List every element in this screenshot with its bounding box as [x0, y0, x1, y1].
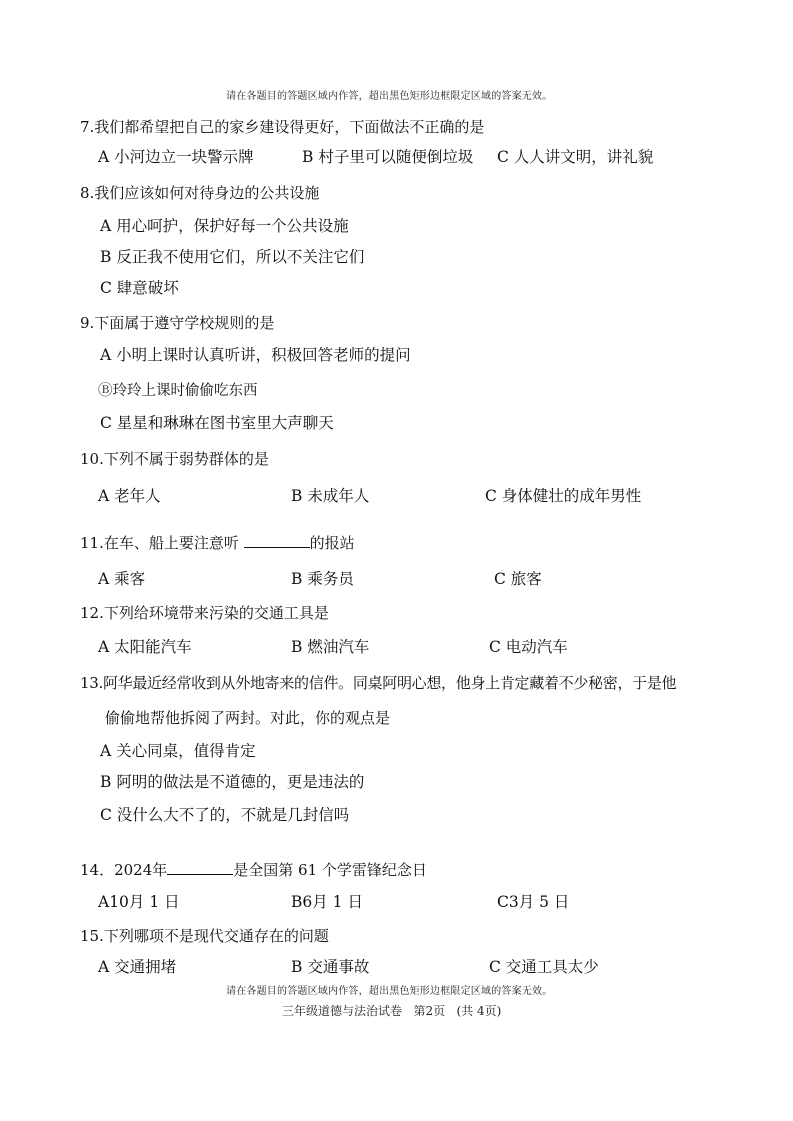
question-11-option-a: A 乘客 [98, 570, 146, 588]
question-14-option-b: B6月 1 日 [291, 893, 363, 911]
question-15-option-c: C 交通工具太少 [489, 958, 599, 976]
question-8-option-c: C 肆意破坏 [100, 279, 179, 297]
question-12-stem: 12.下列给环境带来污染的交通工具是 [80, 604, 329, 622]
question-9-stem: 9.下面属于遵守学校规则的是 [80, 314, 275, 332]
question-8-stem: 8.我们应该如何对待身边的公共设施 [80, 184, 320, 202]
question-11-option-b: B 乘务员 [291, 570, 354, 588]
question-12-option-a: A 太阳能汽车 [98, 638, 192, 656]
question-12-option-c: C 电动汽车 [489, 638, 568, 656]
question-13-option-a: A 关心同桌，值得肯定 [100, 742, 256, 760]
answer-area-notice-bottom: 请在各题目的答题区域内作答，超出黑色矩形边框限定区域的答案无效。 [226, 986, 553, 997]
question-13-stem-line1: 13.阿华最近经常收到从外地寄来的信件。同桌阿明心想，他身上肯定藏着不少秘密，于是他 [80, 674, 677, 692]
question-7-stem: 7.我们都希望把自己的家乡建设得更好，下面做法不正确的是 [80, 118, 485, 136]
question-7-option-a: A 小河边立一块警示牌 [98, 148, 254, 166]
question-14-option-c: C3月 5 日 [497, 893, 570, 911]
question-9-option-c: C 星星和琳琳在图书室里大声聊天 [100, 414, 334, 432]
question-10-option-c: C 身体健壮的成年男性 [485, 487, 642, 505]
question-8-option-a: A 用心呵护，保护好每一个公共设施 [100, 217, 349, 235]
question-8-option-b: B 反正我不使用它们，所以不关注它们 [100, 248, 365, 266]
question-15-stem: 15.下列哪项不是现代交通存在的问题 [80, 927, 329, 945]
page-footer: 三年级道德与法治试卷 第2页 (共 4页) [282, 1004, 502, 1018]
question-11-stem [80, 532, 355, 553]
question-13-option-c: C 没什么大不了的，不就是几封信吗 [100, 806, 350, 824]
question-13-stem-line2: 偷偷地帮他拆阅了两封。对此，你的观点是 [105, 709, 391, 727]
question-10-option-b: B 未成年人 [291, 487, 370, 505]
question-12-option-b: B 燃油汽车 [291, 638, 370, 656]
question-15-option-b: B 交通事故 [291, 958, 370, 976]
question-10-option-a: A 老年人 [98, 487, 161, 505]
question-14-stem-before: 14．2024年 [80, 861, 168, 879]
answer-blank [167, 860, 233, 875]
answer-area-notice-top: 请在各题目的答题区域内作答，超出黑色矩形边框限定区域的答案无效。 [226, 91, 553, 102]
question-14-stem-after: 是全国第 61 个学雷锋纪念日 [233, 861, 427, 879]
question-11-stem-before: 11.在车、船上要注意听 [80, 534, 239, 552]
answer-blank [244, 533, 310, 548]
question-9-option-a: A 小明上课时认真听讲，积极回答老师的提问 [100, 346, 411, 364]
question-11-stem-after: 的报站 [309, 534, 355, 552]
question-14-stem [80, 859, 427, 880]
question-14-option-a: A10月 1 日 [98, 893, 180, 911]
question-7-option-c: C 人人讲文明，讲礼貌 [497, 148, 654, 166]
question-13-option-b: B 阿明的做法是不道德的，更是违法的 [100, 773, 365, 791]
question-7-option-b: B 村子里可以随便倒垃圾 [302, 148, 474, 166]
question-9-option-b: Ⓑ玲玲上课时偷偷吃东西 [98, 383, 258, 399]
question-11-option-c: C 旅客 [494, 570, 542, 588]
question-15-option-a: A 交通拥堵 [98, 958, 177, 976]
question-10-stem: 10.下列不属于弱势群体的是 [80, 450, 269, 468]
